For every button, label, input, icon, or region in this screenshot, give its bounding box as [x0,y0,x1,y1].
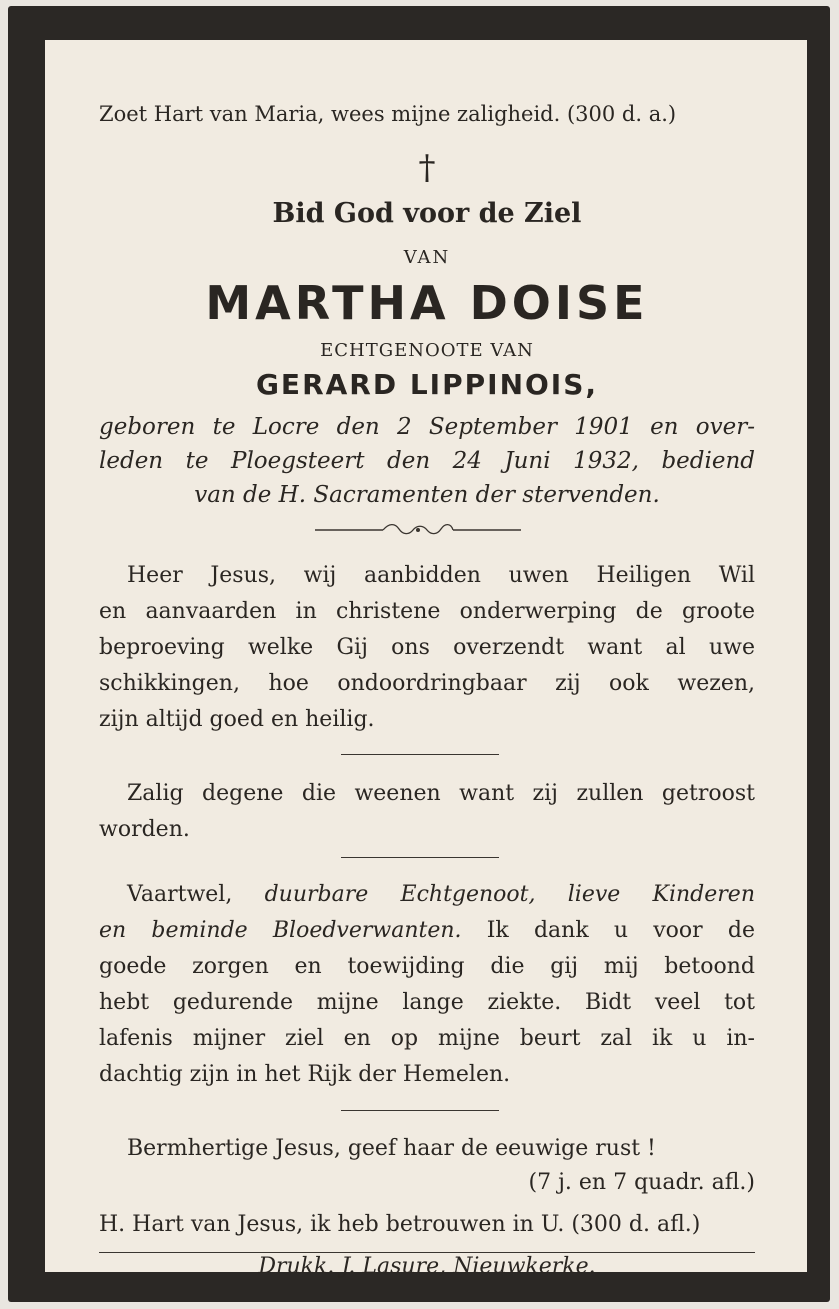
paragraph-line: Zalig degene die weenen want zij zullen getroost [127,781,755,806]
divider-rule [341,857,499,858]
paragraph-line: zijn altijd goed en heilig. [99,707,375,732]
bio-line: leden te Ploegsteert den 24 Juni 1932, bediend [99,448,755,474]
paragraph-line: worden. [99,817,190,842]
bio-line: geboren te Locre den 2 September 1901 en over- [99,414,755,440]
paragraph-line: schikkingen, hoe ondoordringbaar zij ook wezen, [99,671,755,696]
bottom-prayer: H. Hart van Jesus, ik heb betrouwen in U. (300 d. afl.) [99,1212,701,1237]
bio-line: van de H. Sacramenten der stervenden. [194,482,660,508]
divider-rule [341,1110,499,1111]
paragraph-line: Vaartwel, duurbare Echtgenoot, lieve Kinderen [127,882,755,907]
paragraph-line: Heer Jesus, wij aanbidden uwen Heiligen Wil [127,563,755,588]
printer-credit: Drukk. J. Lasure, Nieuwkerke. [258,1254,596,1279]
footer-rule [99,1252,755,1253]
paragraph-line: dachtig zijn in het Rijk der Hemelen. [99,1062,511,1087]
ornament-divider-icon [313,520,523,540]
paragraph-line: lafenis mijner ziel en op mijne beurt zal ik u in- [99,1026,755,1051]
paragraph-line: hebt gedurende mijne lange ziekte. Bidt veel tot [99,990,755,1015]
paragraph-line: en beminde Bloedverwanten. Ik dank u voor de [99,918,755,943]
spouse-label: ECHTGENOOTE VAN [320,340,534,361]
heading: Bid God voor de Ziel [272,198,582,229]
van-label: VAN [403,247,451,268]
paragraph-line: goede zorgen en toewijding die gij mij betoond [99,954,755,979]
mourning-card [8,6,830,1302]
cross-icon: † [418,148,436,188]
closing-prayer: Bermhertige Jesus, geef haar de eeuwige rust ! [127,1136,656,1161]
spouse-name: GERARD LIPPINOIS, [255,368,599,401]
paragraph-line: en aanvaarden in christene onderwerping de groote [99,599,755,624]
closing-indulgence: (7 j. en 7 quadr. afl.) [528,1170,755,1195]
divider-rule [341,754,499,755]
paragraph-line: beproeving welke Gij ons overzendt want al uwe [99,635,755,660]
card-paper [45,40,807,1279]
top-prayer: Zoet Hart van Maria, wees mijne zaligheid. (300 d. a.) [99,102,677,126]
deceased-name: MARTHA DOISE [205,276,649,330]
